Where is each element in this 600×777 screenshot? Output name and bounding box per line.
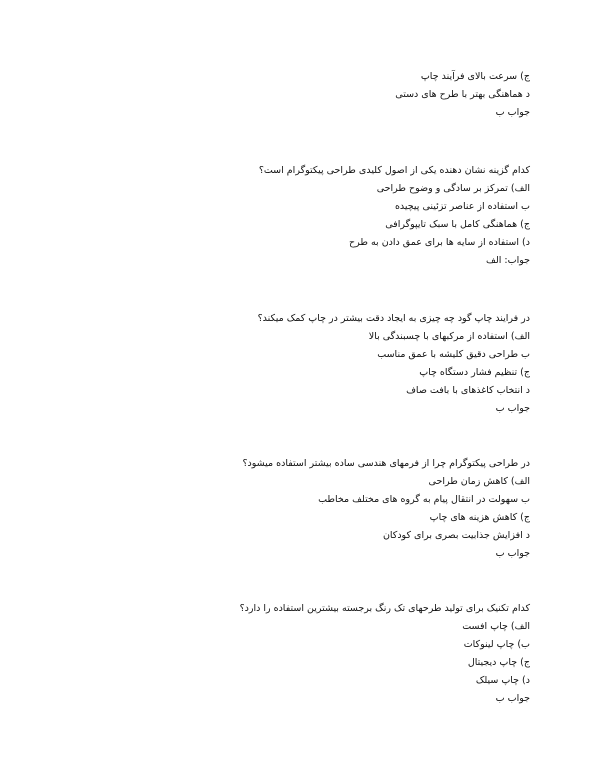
option-b: ب طراحی دقیق کلیشه با عمق مناسب bbox=[377, 349, 530, 360]
option-c: ج) هماهنگی کامل با سبک تایپوگرافی bbox=[385, 219, 530, 230]
option-d: د افزایش جذابیت بصری برای کودکان bbox=[382, 530, 530, 541]
option-c: ج) سرعت بالای فرآیند چاپ bbox=[420, 71, 530, 82]
question-text: کدام گزینه نشان دهنده یکی از اصول کلیدی طراحی پیکتوگرام است؟ bbox=[258, 165, 530, 176]
answer-text: جواب: الف bbox=[486, 255, 530, 266]
question-block-2 bbox=[90, 162, 530, 270]
option-a: الف) تمرکز بر سادگی و وضوح طراحی bbox=[376, 183, 530, 194]
question-block-4 bbox=[90, 455, 530, 563]
option-d: د انتخاب کاغذهای با بافت صاف bbox=[406, 385, 530, 396]
option-a: الف) کاهش زمان طراحی bbox=[428, 476, 530, 487]
option-c: ج) چاپ دیجیتال bbox=[467, 657, 530, 668]
question-text: در فرایند چاپ گود چه چیزی به ایجاد دقت بیشتر در چاپ کمک میکند؟ bbox=[257, 313, 530, 324]
option-d: د) استفاده از سایه ها برای عمق دادن به طرح bbox=[348, 237, 530, 248]
question-text: کدام تکنیک برای تولید طرحهای تک رنگ برجسته بیشترین استفاده را دارد؟ bbox=[239, 603, 530, 614]
option-c: ج) کاهش هزینه های چاپ bbox=[429, 512, 530, 523]
answer-text: جواب ب bbox=[495, 548, 530, 559]
option-d: د هماهنگی بهتر با طرح های دستی bbox=[395, 89, 530, 100]
answer-text: جواب ب bbox=[495, 693, 530, 704]
question-text: در طراحی پیکتوگرام چرا از فرمهای هندسی ساده بیشتر استفاده میشود؟ bbox=[242, 458, 530, 469]
question-block-3 bbox=[90, 310, 530, 418]
question-block-5 bbox=[90, 600, 530, 708]
option-c: ج) تنظیم فشار دستگاه چاپ bbox=[419, 367, 530, 378]
question-block-1 bbox=[90, 68, 530, 122]
answer-text: جواب ب bbox=[495, 107, 530, 118]
option-a: الف) استفاده از مرکبهای با چسبندگی بالا bbox=[368, 331, 530, 342]
option-b: ب) چاپ لینوکات bbox=[463, 639, 530, 650]
answer-text: جواب ب bbox=[495, 403, 530, 414]
option-d: د) چاپ سیلک bbox=[475, 675, 530, 686]
option-a: الف) چاپ افست bbox=[462, 621, 530, 632]
option-b: ب سهولت در انتقال پیام به گروه های مختلف مخاطب bbox=[318, 494, 530, 505]
option-b: ب استفاده از عناصر تزئینی پیچیده bbox=[394, 201, 530, 212]
